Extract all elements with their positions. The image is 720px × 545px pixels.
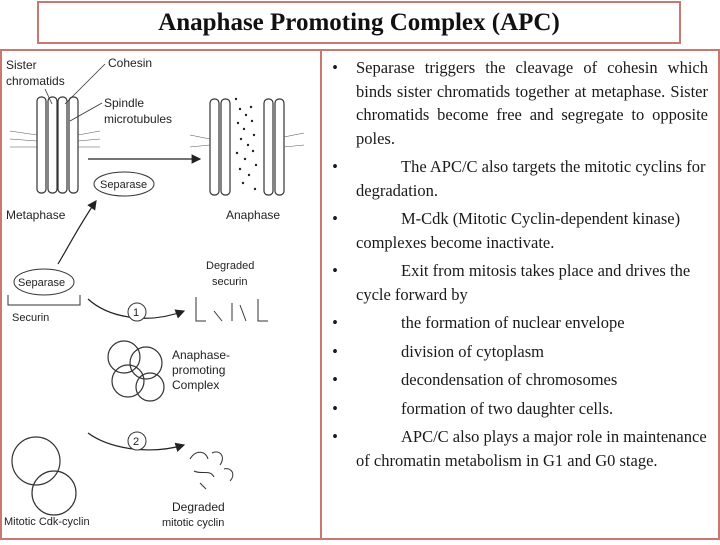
bullet-text: formation of two daughter cells. xyxy=(401,398,614,418)
bullet-text: Exit from mitosis takes place and drives the cycle forward by xyxy=(356,261,691,304)
bullet-list xyxy=(322,51,718,472)
label-step1: 1 xyxy=(133,307,140,319)
apc-complex-shape xyxy=(108,341,164,401)
slide-title: Anaphase Promoting Complex (APC) xyxy=(158,8,560,36)
label-securin-degraded: securin xyxy=(212,276,248,288)
bullet-text: The APC/C also targets the mitotic cyclins for degradation. xyxy=(356,157,706,200)
label-metaphase: Metaphase xyxy=(6,208,66,222)
bullet-item xyxy=(330,368,708,392)
bullet-text: the formation of nuclear envelope xyxy=(401,313,625,332)
label-cdk-cyclin: Mitotic Cdk-cyclin xyxy=(4,516,90,528)
cohesin-fragments xyxy=(235,98,257,190)
label-step2: 2 xyxy=(133,436,140,448)
bullet-item xyxy=(330,259,708,306)
label-securin: Securin xyxy=(12,312,50,324)
bullet-text: decondensation of chromosomes xyxy=(401,370,618,389)
label-anaphase: Anaphase xyxy=(226,208,281,222)
bullet-dot: • xyxy=(332,58,338,77)
bullet-dot: • xyxy=(332,427,338,446)
label-chromatids: chromatids xyxy=(6,74,65,88)
bullet-item xyxy=(330,311,708,335)
bullet-item xyxy=(330,397,708,421)
bullet-text: M-Cdk (Mitotic Cyclin-dependent kinase) complexes become inactivate. xyxy=(356,209,681,252)
degraded-cyclin-fragments xyxy=(190,452,233,489)
metaphase-chromatids xyxy=(37,97,78,193)
bullet-dot: • xyxy=(332,157,338,176)
bullet-item xyxy=(330,425,708,472)
bullet-text: APC/C also plays a major role in maintenance of chromatin metabolism in G1 and G0 stage. xyxy=(356,427,707,470)
label-degraded-1: Degraded xyxy=(206,260,255,272)
securin-shape xyxy=(8,295,80,305)
apc-diagram xyxy=(0,49,322,540)
bullet-item xyxy=(330,340,708,364)
label-spindle: Spindle xyxy=(104,96,145,110)
bullet-text: division of cytoplasm xyxy=(401,341,544,361)
anaphase-chromatids xyxy=(210,99,284,195)
apc-diagram-svg xyxy=(0,49,322,540)
label-apc-3: Complex xyxy=(172,378,220,392)
label-apc-2: promoting xyxy=(172,363,226,377)
cdk-cyclin-shape xyxy=(12,437,76,515)
label-microtubules: microtubules xyxy=(104,112,173,126)
label-separase-top: Separase xyxy=(100,179,148,191)
bullet-item xyxy=(330,56,708,150)
text-panel xyxy=(320,49,720,540)
degraded-securin-fragments xyxy=(196,297,268,321)
bullet-text: Separase triggers the cleavage of cohesin which binds sister chromatids together at metaphase. Sister chromatids become free and segregate to opposite poles. xyxy=(356,58,708,148)
label-sister: Sister xyxy=(6,58,37,72)
bullet-dot: • xyxy=(332,370,338,389)
label-cohesin: Cohesin xyxy=(108,56,153,70)
label-apc-1: Anaphase- xyxy=(172,348,231,362)
bullet-dot: • xyxy=(332,341,338,361)
bullet-item xyxy=(330,207,708,254)
title-box xyxy=(37,1,681,44)
bullet-dot: • xyxy=(332,313,338,332)
bullet-dot: • xyxy=(332,261,338,280)
label-mitotic-cyclin: mitotic cyclin xyxy=(162,517,225,529)
label-separase-complex: Separase xyxy=(18,277,66,289)
bullet-dot: • xyxy=(332,209,338,228)
bullet-item xyxy=(330,155,708,202)
bullet-dot: • xyxy=(332,398,338,418)
label-degraded-2: Degraded xyxy=(172,500,225,514)
